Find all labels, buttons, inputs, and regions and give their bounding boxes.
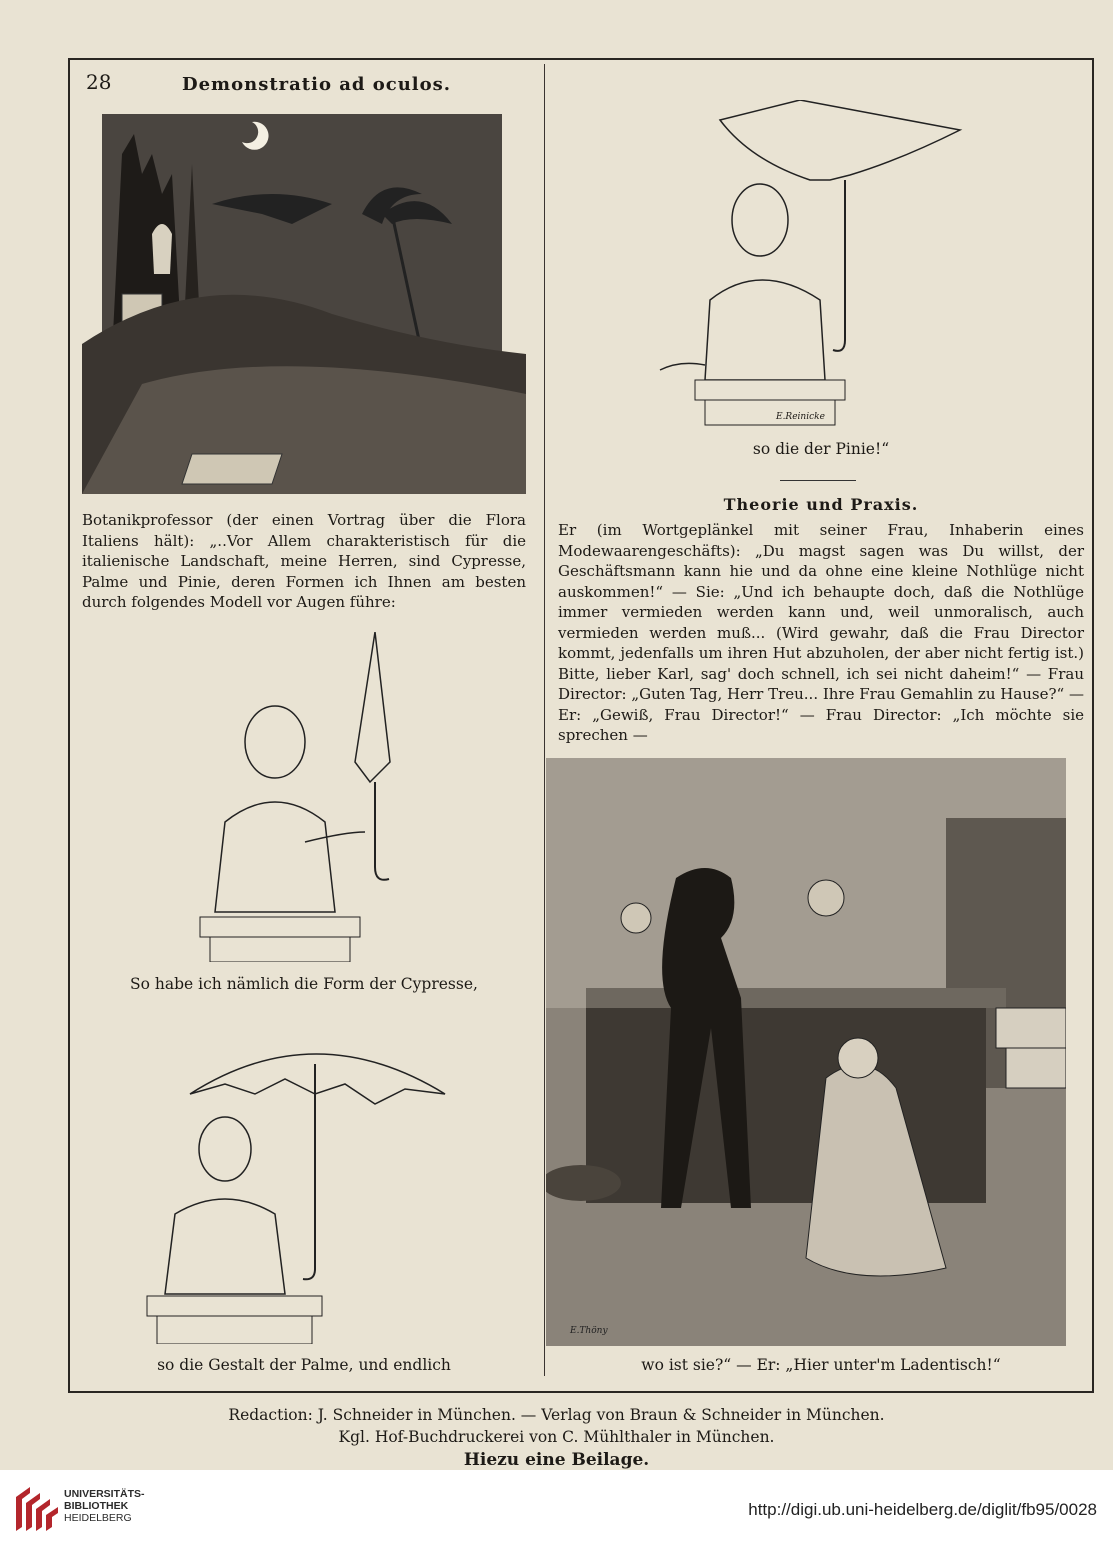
library-name-line1: UNIVERSITÄTS-	[64, 1488, 145, 1500]
dialogue-paragraph: Er (im Wortgeplänkel mit seiner Frau, Inhaberin eines Modewaarengeschäfts): „Du magst sagen was Du willst, der Geschäftsmann kann hie und da ohne eine kleine Nothlüge nicht auskommen!“ — Sie: „Und ich behaupte doch, daß die Nothlüge immer vermieden werden kann und, weil unmoralisch, auch vermieden werden muß... (Wird gewahr, daß die Frau Director kommt, jedenfalls um ihren Hut abzuholen, der aber nicht fertig ist.) Bitte, lieber Karl, sag' doch schnell, ich sei nicht daheim!“ — Frau Director: „Guten Tag, Herr Treu... Ihre Frau Gemahlin zu Hause?“ — Er: „Gewiß, Frau Director!“ — Frau Director: „Ich möchte sie sprechen —	[558, 521, 1084, 744]
printer-line: Kgl. Hof-Buchdruckerei von C. Mühlthaler in München.	[338, 1428, 775, 1446]
section-heading: Theorie und Praxis.	[723, 495, 919, 514]
library-name	[64, 1488, 145, 1524]
professor-closed-umbrella-illustration	[195, 632, 425, 962]
shop-caption: wo ist sie?“ — Er: „Hier unter'm Ladentisch!“	[641, 1356, 1001, 1374]
professor-inverted-umbrella-illustration	[650, 100, 980, 430]
section-divider	[780, 480, 856, 481]
running-title: Demonstratio ad oculos.	[182, 74, 452, 95]
italian-landscape-illustration	[82, 114, 526, 494]
caption-cypress: So habe ich nämlich die Form der Cypresse,	[130, 975, 478, 993]
source-url-link[interactable]: http://digi.ub.uni-heidelberg.de/diglit/fb95/0028	[748, 1500, 1097, 1519]
professor-open-umbrella-illustration	[145, 1034, 450, 1344]
intro-paragraph: Botanikprofessor (der einen Vortrag über die Flora Italiens hält): „..Vor Allem charakteristisch für die italienische Landschaft, meine Herren, sind Cypresse, Palme und Pinie, deren Formen ich Ihnen am besten durch folgendes Modell vor Augen führe:	[82, 511, 526, 611]
artist-signature: E.Reinicke	[776, 412, 825, 422]
column-divider	[544, 64, 545, 1376]
shop-scene-illustration	[546, 758, 1066, 1346]
library-name-line3: HEIDELBERG	[64, 1512, 132, 1524]
caption-pine: so die der Pinie!“	[752, 440, 890, 458]
library-logo-icon	[12, 1483, 62, 1535]
library-name-line2: BIBLIOTHEK	[64, 1500, 129, 1512]
supplement-note: Hiezu eine Beilage.	[463, 1450, 650, 1470]
caption-palm: so die Gestalt der Palme, und endlich	[157, 1356, 451, 1374]
shop-artist-signature: E.Thöny	[570, 1326, 608, 1336]
page-number: 28	[86, 70, 112, 94]
imprint-line: Redaction: J. Schneider in München. — Verlag von Braun & Schneider in München.	[228, 1406, 885, 1424]
